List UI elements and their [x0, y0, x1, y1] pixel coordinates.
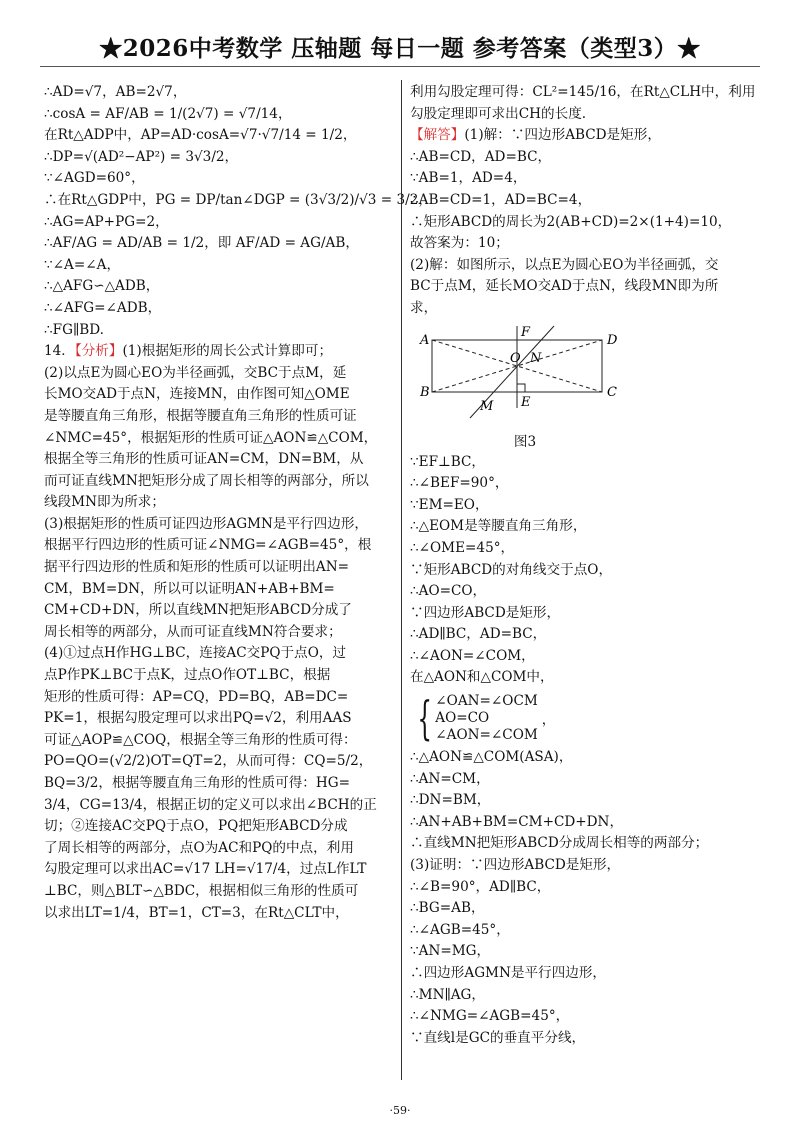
text-line — [44, 535, 396, 557]
line-text: 线段MN即为所求； — [44, 494, 165, 511]
label-c: C — [607, 384, 617, 400]
text-line — [410, 855, 760, 877]
line-text: ∴DN=BM， — [410, 792, 491, 809]
proof-part2 — [410, 452, 760, 690]
line-text: ∴∠B=90°，AD∥BC， — [410, 878, 551, 895]
text-line — [44, 320, 396, 342]
line-text: ∠NMC=45°，根据矩形的性质可证△AON≌△COM， — [44, 429, 378, 446]
line-text: 以求出LT=1/4，BT=1，CT=3，在Rt△CLT中， — [44, 904, 349, 921]
text-line — [410, 125, 760, 147]
line-text: 3/4，CG=13/4，根据正切的定义可以求出∠BCH的正 — [44, 796, 377, 813]
line-text: ∵EM=EO， — [410, 496, 489, 513]
text-line — [44, 168, 396, 190]
text-line — [410, 646, 760, 668]
text-line — [44, 600, 396, 622]
text-line — [410, 452, 760, 474]
rectangle-diagram — [418, 320, 658, 432]
text-line — [410, 963, 760, 985]
text-line — [44, 147, 396, 169]
text-line — [44, 471, 396, 493]
text-line — [44, 838, 396, 860]
label-a: A — [420, 332, 430, 348]
text-line — [44, 406, 396, 428]
condition: ∠AON=∠COM — [435, 726, 538, 743]
text-line — [44, 492, 396, 514]
label-e: E — [521, 394, 531, 410]
text-line — [44, 514, 396, 536]
text-line — [410, 790, 760, 812]
line-text: 而可证直线MN把矩形分成了周长相等的两部分，所以 — [44, 472, 369, 489]
figure-caption: 图3 — [513, 433, 537, 450]
text-line — [44, 859, 396, 881]
text-line — [410, 769, 760, 791]
text-line — [410, 298, 760, 320]
line-text: ∴cosA = AF/AB = 1/(2√7) = √7/14， — [44, 105, 292, 122]
label-b: B — [420, 384, 430, 400]
figure-3 — [410, 320, 760, 452]
text-line — [410, 190, 760, 212]
label-m: M — [480, 398, 494, 414]
line-text: ∴四边形AGMN是平行四边形， — [410, 965, 607, 981]
line-text: ∴DP=√(AD²−AP²) = 3√3/2， — [44, 148, 239, 165]
brace-icon: { — [417, 691, 432, 746]
text-line — [410, 898, 760, 920]
text-line — [410, 747, 760, 769]
line-text: ∴AB=CD，AD=BC， — [410, 148, 552, 165]
line-text: (3)根据矩形的性质可证四边形AGMN是平行四边形， — [44, 515, 369, 532]
page-number: ·59· — [389, 1104, 411, 1117]
text-line — [44, 816, 396, 838]
text-line — [410, 624, 760, 646]
text-line — [410, 812, 760, 834]
line-text: ∴AD∥BC，AD=BC， — [410, 626, 547, 643]
section-tag: 【分析】 — [74, 343, 123, 360]
text-line — [410, 255, 760, 277]
line-text: ∴AB=CD=1，AD=BC=4， — [410, 191, 592, 208]
congruence-conditions — [410, 689, 760, 747]
line-text: ∴矩形ABCD的周长为2(AB+CD)=2×(1+4)=10， — [410, 213, 732, 230]
line-text: ∴∠AON=∠COM， — [410, 647, 535, 664]
line-text: 故答案为：10； — [410, 235, 509, 252]
right-column — [410, 82, 760, 1049]
condition: AO=CO — [435, 709, 490, 726]
text-line — [44, 104, 396, 126]
proof-part3 — [410, 747, 760, 1049]
text-line — [44, 212, 396, 234]
line-text: 长MO交AD于点N，连接MN，由作图可知△OME — [44, 386, 350, 403]
line-text: PO=QO=(√2/2)OT=QT=2，从而可得：CQ=5/2， — [44, 753, 373, 770]
text-line — [44, 341, 396, 363]
line-text: CM，BM=DN，所以可以证明AN+AB+BM= — [44, 580, 335, 597]
line-text: ∴∠NMG=∠AGB=45°， — [410, 1008, 570, 1025]
text-line — [410, 82, 760, 104]
line-text: 矩形的性质可得：AP=CQ，PD=BQ，AB=DC= — [44, 688, 349, 705]
line-text: (1)根据矩形的周长公式计算即可； — [122, 343, 333, 360]
line-text: ∵直线l是GC的垂直平分线， — [410, 1029, 586, 1046]
text-line — [410, 667, 760, 689]
line-text: ∴△AON≌△COM(ASA)， — [410, 749, 573, 766]
text-line — [44, 428, 396, 450]
text-line — [410, 495, 760, 517]
line-text: ∴∠BEF=90°， — [410, 475, 509, 492]
text-line — [410, 877, 760, 899]
text-line — [410, 560, 760, 582]
line-text: 求， — [410, 299, 438, 316]
text-line — [44, 190, 432, 212]
text-line — [44, 298, 396, 320]
line-text: ∴AF/AG = AD/AB = 1/2，即 AF/AD = AG/AB， — [44, 235, 359, 252]
text-line — [44, 233, 396, 255]
text-line — [410, 104, 760, 126]
text-line — [44, 708, 396, 730]
text-line — [410, 603, 760, 625]
line-text: ∵矩形ABCD的对角线交于点O， — [410, 561, 613, 578]
line-text: ∴AG=AP+PG=2， — [44, 213, 169, 230]
line-text: ∴AO=CO， — [410, 583, 487, 600]
line-text: ∴∠AGB=45°， — [410, 921, 510, 938]
line-text: 勾股定理可以求出AC=√17 LH=√17/4，过点L作LT — [44, 861, 367, 878]
line-text: ∴MN∥AG， — [410, 986, 486, 1003]
text-line — [44, 903, 396, 925]
text-line — [44, 665, 396, 687]
text-line — [410, 833, 760, 855]
line-text: 了周长相等的两部分，点O为AC和PQ的中点，利用 — [44, 839, 354, 856]
line-text: 根据全等三角形的性质可证AN=CM，DN=BM，从 — [44, 451, 364, 468]
line-text: ∵EF⊥BC， — [410, 453, 486, 470]
line-text: 据平行四边形的性质和矩形的性质可以证明出AN= — [44, 559, 349, 576]
text-line — [410, 516, 760, 538]
text-line — [44, 82, 396, 104]
label-n: N — [530, 350, 542, 366]
left-column — [44, 82, 432, 924]
line-text: 勾股定理即可求出CH的长度. — [410, 105, 587, 122]
label-o: O — [510, 350, 521, 366]
line-text: 利用勾股定理可得：CL²=145/16，在Rt△CLH中，利用 — [410, 84, 756, 100]
line-text: (1)解：∵四边形ABCD是矩形， — [464, 127, 661, 144]
line-text: ∴在Rt△GDP中，PG = DP/tan∠DGP = (3√3/2)/√3 = 3/2， — [44, 191, 432, 208]
line-text: ∵∠AGD=60°， — [44, 170, 145, 187]
line-text: ∴AD=√7，AB=2√7， — [44, 84, 187, 100]
text-line — [44, 622, 396, 644]
line-text: ∴直线MN把矩形ABCD分成周长相等的两部分； — [410, 835, 709, 852]
header-rule — [40, 66, 760, 67]
line-text: (2)解：如图所示，以点E为圆心EO为半径画弧，交 — [410, 256, 719, 273]
line-text: ∴AN=CM， — [410, 770, 490, 787]
text-line — [410, 538, 760, 560]
text-line — [44, 773, 396, 795]
text-line — [44, 449, 396, 471]
text-line — [44, 557, 396, 579]
line-text: (2)以点E为圆心EO为半径画弧，交BC于点M，延 — [44, 364, 347, 381]
text-line — [44, 795, 396, 817]
line-text: ⊥BC，则△BLT∽△BDC，根据相似三角形的性质可 — [44, 882, 359, 899]
line-text: (4)①过点H作HG⊥BC，连接AC交PQ于点O，过 — [44, 645, 347, 662]
text-line — [44, 730, 396, 752]
line-text: ∴∠OME=45°， — [410, 539, 515, 556]
line-text: ∵AN=MG， — [410, 943, 491, 960]
text-line — [44, 384, 396, 406]
text-line — [410, 233, 760, 255]
line-text: 可证△AOP≌△COQ，根据全等三角形的性质可得： — [44, 731, 357, 748]
line-text: 在△AON和△COM中， — [410, 669, 554, 686]
text-line — [410, 1006, 760, 1028]
line-text: ∴∠AFG=∠ADB， — [44, 299, 162, 316]
line-text: 切；②连接AC交PQ于点O，PQ把矩形ABCD分成 — [44, 818, 348, 835]
line-text: ∴AN+AB+BM=CM+CD+DN， — [410, 813, 624, 830]
line-text: BC于点M，延长MO交AD于点N，线段MN即为所 — [410, 278, 719, 295]
line-text: 点P作PK⊥BC于点K，过点O作OT⊥BC，根据 — [44, 667, 331, 684]
line-text: ∴FG∥BD. — [44, 321, 104, 338]
text-line — [44, 643, 396, 665]
text-line — [44, 751, 396, 773]
text-line — [410, 581, 760, 603]
text-line — [410, 985, 760, 1007]
line-text: (3)证明：∵四边形ABCD是矩形， — [410, 857, 621, 874]
item-number: 14． — [44, 343, 75, 360]
text-line — [410, 212, 760, 234]
line-text: CM+CD+DN，所以直线MN把矩形ABCD分成了 — [44, 602, 352, 619]
text-line — [44, 276, 396, 298]
text-line — [410, 1028, 760, 1050]
brace-tail: ， — [541, 712, 556, 729]
text-line — [410, 920, 760, 942]
line-text: ∵四边形ABCD是矩形， — [410, 604, 561, 621]
label-d: D — [607, 332, 618, 348]
line-text: ∴△AFG∽△ADB， — [44, 278, 160, 295]
text-line — [44, 363, 396, 385]
section-tag: 【解答】 — [410, 127, 465, 144]
text-line — [44, 579, 396, 601]
column-divider — [401, 80, 402, 1080]
text-line — [410, 473, 760, 495]
text-line — [410, 941, 760, 963]
line-text: ∴△EOM是等腰直角三角形， — [410, 518, 587, 535]
line-text: PK=1，根据勾股定理可以求出PQ=√2，利用AAS — [44, 710, 352, 727]
line-text: 是等腰直角三角形，根据等腰直角三角形的性质可证 — [44, 407, 357, 424]
text-line — [44, 687, 396, 709]
line-text: BQ=3/2，根据等腰直角三角形的性质可得：HG= — [44, 775, 351, 791]
text-line — [44, 881, 396, 903]
text-line — [44, 125, 396, 147]
line-text: 在Rt△ADP中，AP=AD·cosA=√7·√7/14 = 1/2， — [44, 127, 357, 144]
line-text: 周长相等的两部分，从而可证直线MN符合要求； — [44, 623, 342, 640]
text-line — [410, 168, 760, 190]
text-line — [410, 147, 760, 169]
line-text: ∵AB=1，AD=4， — [410, 170, 527, 187]
page-title: ★2026中考数学 压轴题 每日一题 参考答案（类型3）★ — [99, 35, 701, 62]
line-text: 根据平行四边形的性质可证∠NMG=∠AGB=45°，根 — [44, 537, 372, 554]
label-f: F — [521, 324, 531, 340]
line-text: ∴BG=AB， — [410, 900, 485, 917]
condition: ∠OAN=∠OCM — [435, 692, 538, 709]
text-line — [44, 255, 396, 277]
line-text: ∵∠A=∠A， — [44, 256, 121, 273]
solution-intro — [410, 82, 760, 320]
text-line — [410, 276, 760, 298]
